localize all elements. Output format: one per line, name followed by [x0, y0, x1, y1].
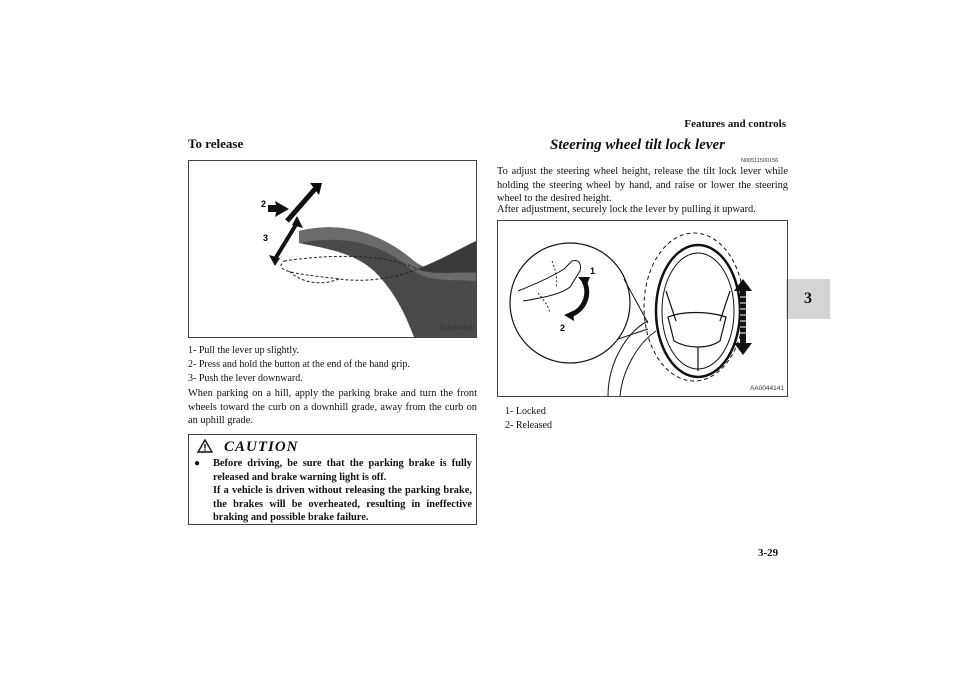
- figure2-code: AA0044141: [750, 385, 784, 392]
- caution-title: CAUTION: [224, 439, 299, 455]
- release-step: 3- Push the lever downward.: [188, 373, 303, 384]
- steering-wheel-tilt-illustration: [498, 221, 787, 396]
- section-ref-code: N00511500156: [741, 158, 779, 164]
- release-steps-list: [188, 344, 478, 386]
- section-heading-to-release: To release: [188, 136, 244, 151]
- tilt-adjust-paragraph: To adjust the steering wheel height, release the tilt lock lever while holding the steering wheel by hand, and raise or lower the steering wheel to the desired height.: [497, 166, 788, 204]
- chapter-tab: 3: [786, 279, 830, 319]
- release-step: 1- Pull the lever up slightly.: [188, 345, 300, 356]
- figure1-callout-1: 1: [315, 183, 321, 193]
- section-heading-tilt-lock-lever: Steering wheel tilt lock lever: [550, 137, 725, 153]
- steering-wheel-tilt-figure: [497, 220, 788, 397]
- figure2-callout-1: 1: [590, 266, 596, 276]
- page-number: 3-29: [758, 547, 779, 559]
- figure1-code: TA0004438: [439, 325, 473, 332]
- tilt-lock-paragraph: After adjustment, securely lock the lever by pulling it upward.: [497, 204, 756, 215]
- caution-box: [188, 434, 477, 525]
- parking-brake-lever-illustration: [189, 161, 476, 337]
- running-header: Features and controls: [684, 118, 786, 130]
- legend-item: 1- Locked: [505, 406, 546, 417]
- figure2-callout-2: 2: [560, 323, 566, 333]
- hill-parking-paragraph: When parking on a hill, apply the parking brake and turn the front wheels toward the curb on a downhill grade, away from the curb on an uphill grade.: [188, 388, 477, 426]
- figure1-callout-2: 2: [261, 199, 267, 209]
- tilt-legend-list: [505, 405, 552, 433]
- legend-item: 2- Released: [505, 420, 552, 431]
- release-step: 2- Press and hold the button at the end of the hand grip.: [188, 359, 410, 370]
- figure1-callout-3: 3: [263, 233, 269, 243]
- parking-brake-lever-figure: [188, 160, 477, 338]
- bullet-icon: ●: [194, 458, 201, 469]
- warning-triangle-icon: [197, 439, 213, 453]
- caution-text: Before driving, be sure that the parking brake is fully released and brake warning light is off. If a vehicle is driven without releasing the parking brake, the brakes will be overheated, resulting in ineffective braking and possible brake failure.: [213, 458, 472, 524]
